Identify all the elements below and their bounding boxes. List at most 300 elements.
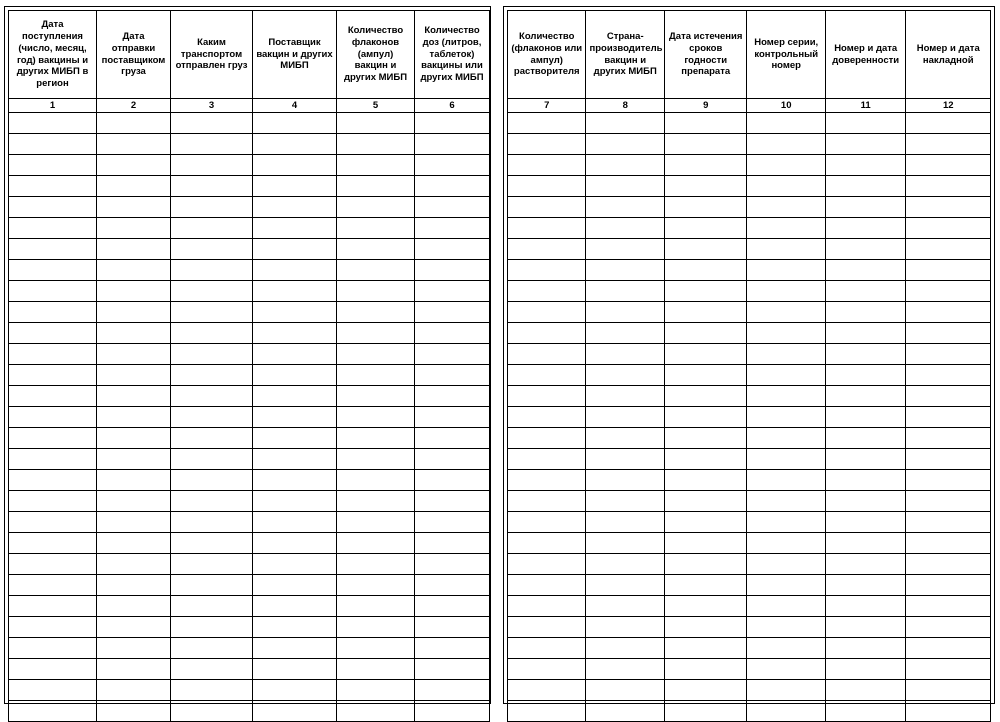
table-cell[interactable] bbox=[9, 617, 97, 638]
table-cell[interactable] bbox=[906, 344, 991, 365]
table-cell[interactable] bbox=[664, 596, 747, 617]
table-cell[interactable] bbox=[906, 533, 991, 554]
table-cell[interactable] bbox=[337, 134, 415, 155]
table-cell[interactable] bbox=[508, 302, 586, 323]
table-cell[interactable] bbox=[171, 134, 253, 155]
table-cell[interactable] bbox=[586, 491, 664, 512]
table-row[interactable] bbox=[508, 218, 991, 239]
table-cell[interactable] bbox=[415, 491, 490, 512]
table-cell[interactable] bbox=[97, 428, 171, 449]
table-cell[interactable] bbox=[171, 260, 253, 281]
table-cell[interactable] bbox=[664, 281, 747, 302]
table-cell[interactable] bbox=[508, 218, 586, 239]
table-row[interactable] bbox=[9, 680, 490, 701]
table-cell[interactable] bbox=[906, 407, 991, 428]
table-cell[interactable] bbox=[9, 302, 97, 323]
table-cell[interactable] bbox=[171, 281, 253, 302]
table-cell[interactable] bbox=[171, 470, 253, 491]
table-cell[interactable] bbox=[747, 407, 825, 428]
table-cell[interactable] bbox=[171, 323, 253, 344]
table-cell[interactable] bbox=[337, 365, 415, 386]
table-cell[interactable] bbox=[97, 218, 171, 239]
table-cell[interactable] bbox=[9, 365, 97, 386]
table-cell[interactable] bbox=[825, 617, 906, 638]
table-cell[interactable] bbox=[747, 533, 825, 554]
table-cell[interactable] bbox=[253, 386, 337, 407]
table-cell[interactable] bbox=[825, 680, 906, 701]
table-cell[interactable] bbox=[97, 701, 171, 722]
table-cell[interactable] bbox=[586, 512, 664, 533]
table-cell[interactable] bbox=[415, 575, 490, 596]
table-cell[interactable] bbox=[586, 302, 664, 323]
table-row[interactable] bbox=[9, 533, 490, 554]
table-cell[interactable] bbox=[337, 512, 415, 533]
table-cell[interactable] bbox=[586, 659, 664, 680]
table-cell[interactable] bbox=[906, 596, 991, 617]
table-cell[interactable] bbox=[664, 638, 747, 659]
table-cell[interactable] bbox=[337, 281, 415, 302]
table-cell[interactable] bbox=[337, 680, 415, 701]
table-cell[interactable] bbox=[171, 197, 253, 218]
table-cell[interactable] bbox=[415, 428, 490, 449]
table-cell[interactable] bbox=[586, 449, 664, 470]
table-cell[interactable] bbox=[9, 344, 97, 365]
table-cell[interactable] bbox=[586, 701, 664, 722]
table-cell[interactable] bbox=[97, 680, 171, 701]
table-cell[interactable] bbox=[97, 113, 171, 134]
table-cell[interactable] bbox=[9, 260, 97, 281]
table-cell[interactable] bbox=[747, 428, 825, 449]
table-cell[interactable] bbox=[906, 134, 991, 155]
table-cell[interactable] bbox=[253, 197, 337, 218]
table-cell[interactable] bbox=[97, 407, 171, 428]
table-row[interactable] bbox=[508, 155, 991, 176]
table-cell[interactable] bbox=[171, 113, 253, 134]
table-cell[interactable] bbox=[906, 239, 991, 260]
table-cell[interactable] bbox=[906, 302, 991, 323]
table-cell[interactable] bbox=[9, 659, 97, 680]
table-cell[interactable] bbox=[97, 365, 171, 386]
table-cell[interactable] bbox=[97, 344, 171, 365]
table-cell[interactable] bbox=[825, 134, 906, 155]
table-cell[interactable] bbox=[906, 638, 991, 659]
table-cell[interactable] bbox=[747, 617, 825, 638]
table-cell[interactable] bbox=[825, 344, 906, 365]
table-cell[interactable] bbox=[586, 680, 664, 701]
table-cell[interactable] bbox=[253, 407, 337, 428]
table-cell[interactable] bbox=[171, 386, 253, 407]
table-cell[interactable] bbox=[415, 554, 490, 575]
table-cell[interactable] bbox=[508, 638, 586, 659]
table-cell[interactable] bbox=[747, 281, 825, 302]
table-cell[interactable] bbox=[747, 470, 825, 491]
table-row[interactable] bbox=[508, 596, 991, 617]
table-cell[interactable] bbox=[253, 281, 337, 302]
table-cell[interactable] bbox=[97, 134, 171, 155]
table-cell[interactable] bbox=[415, 512, 490, 533]
table-cell[interactable] bbox=[508, 134, 586, 155]
table-cell[interactable] bbox=[9, 113, 97, 134]
table-cell[interactable] bbox=[747, 638, 825, 659]
table-cell[interactable] bbox=[825, 281, 906, 302]
table-cell[interactable] bbox=[415, 302, 490, 323]
table-cell[interactable] bbox=[747, 344, 825, 365]
table-cell[interactable] bbox=[508, 533, 586, 554]
table-row[interactable] bbox=[508, 701, 991, 722]
table-cell[interactable] bbox=[664, 428, 747, 449]
table-cell[interactable] bbox=[825, 659, 906, 680]
table-cell[interactable] bbox=[171, 512, 253, 533]
table-cell[interactable] bbox=[747, 680, 825, 701]
table-cell[interactable] bbox=[9, 386, 97, 407]
table-cell[interactable] bbox=[747, 512, 825, 533]
table-cell[interactable] bbox=[97, 155, 171, 176]
table-cell[interactable] bbox=[664, 449, 747, 470]
table-cell[interactable] bbox=[97, 260, 171, 281]
table-cell[interactable] bbox=[171, 344, 253, 365]
table-cell[interactable] bbox=[906, 701, 991, 722]
table-cell[interactable] bbox=[508, 596, 586, 617]
table-cell[interactable] bbox=[664, 113, 747, 134]
table-cell[interactable] bbox=[253, 659, 337, 680]
table-cell[interactable] bbox=[253, 113, 337, 134]
table-cell[interactable] bbox=[171, 617, 253, 638]
table-cell[interactable] bbox=[253, 176, 337, 197]
table-cell[interactable] bbox=[253, 218, 337, 239]
table-cell[interactable] bbox=[415, 407, 490, 428]
table-cell[interactable] bbox=[415, 596, 490, 617]
table-cell[interactable] bbox=[825, 386, 906, 407]
table-cell[interactable] bbox=[337, 197, 415, 218]
table-cell[interactable] bbox=[415, 260, 490, 281]
table-row[interactable] bbox=[508, 302, 991, 323]
table-cell[interactable] bbox=[97, 491, 171, 512]
table-cell[interactable] bbox=[9, 176, 97, 197]
table-cell[interactable] bbox=[586, 113, 664, 134]
table-cell[interactable] bbox=[508, 407, 586, 428]
table-cell[interactable] bbox=[664, 533, 747, 554]
table-cell[interactable] bbox=[906, 323, 991, 344]
table-cell[interactable] bbox=[97, 659, 171, 680]
table-cell[interactable] bbox=[171, 659, 253, 680]
table-cell[interactable] bbox=[747, 659, 825, 680]
table-cell[interactable] bbox=[97, 323, 171, 344]
table-cell[interactable] bbox=[415, 155, 490, 176]
table-cell[interactable] bbox=[747, 260, 825, 281]
table-cell[interactable] bbox=[337, 470, 415, 491]
table-cell[interactable] bbox=[9, 407, 97, 428]
table-cell[interactable] bbox=[825, 176, 906, 197]
table-row[interactable] bbox=[9, 701, 490, 722]
table-row[interactable] bbox=[9, 491, 490, 512]
table-cell[interactable] bbox=[97, 575, 171, 596]
table-row[interactable] bbox=[508, 197, 991, 218]
table-cell[interactable] bbox=[586, 617, 664, 638]
table-cell[interactable] bbox=[9, 155, 97, 176]
table-cell[interactable] bbox=[97, 239, 171, 260]
table-cell[interactable] bbox=[415, 449, 490, 470]
table-cell[interactable] bbox=[664, 176, 747, 197]
table-cell[interactable] bbox=[337, 176, 415, 197]
table-cell[interactable] bbox=[825, 554, 906, 575]
table-cell[interactable] bbox=[906, 428, 991, 449]
table-cell[interactable] bbox=[747, 218, 825, 239]
table-cell[interactable] bbox=[586, 281, 664, 302]
table-cell[interactable] bbox=[825, 512, 906, 533]
table-cell[interactable] bbox=[664, 470, 747, 491]
table-row[interactable] bbox=[508, 428, 991, 449]
table-cell[interactable] bbox=[171, 155, 253, 176]
table-cell[interactable] bbox=[253, 596, 337, 617]
table-cell[interactable] bbox=[171, 533, 253, 554]
table-cell[interactable] bbox=[586, 470, 664, 491]
table-cell[interactable] bbox=[825, 113, 906, 134]
table-cell[interactable] bbox=[97, 281, 171, 302]
table-cell[interactable] bbox=[664, 134, 747, 155]
table-cell[interactable] bbox=[586, 533, 664, 554]
table-cell[interactable] bbox=[415, 344, 490, 365]
table-cell[interactable] bbox=[337, 554, 415, 575]
table-cell[interactable] bbox=[337, 302, 415, 323]
table-cell[interactable] bbox=[508, 554, 586, 575]
table-cell[interactable] bbox=[253, 449, 337, 470]
table-row[interactable] bbox=[508, 365, 991, 386]
table-cell[interactable] bbox=[337, 239, 415, 260]
table-cell[interactable] bbox=[825, 218, 906, 239]
table-cell[interactable] bbox=[508, 617, 586, 638]
table-cell[interactable] bbox=[906, 449, 991, 470]
table-row[interactable] bbox=[508, 491, 991, 512]
table-cell[interactable] bbox=[415, 134, 490, 155]
table-cell[interactable] bbox=[337, 407, 415, 428]
table-cell[interactable] bbox=[171, 365, 253, 386]
table-cell[interactable] bbox=[9, 449, 97, 470]
table-cell[interactable] bbox=[508, 239, 586, 260]
table-cell[interactable] bbox=[337, 386, 415, 407]
table-cell[interactable] bbox=[9, 491, 97, 512]
table-cell[interactable] bbox=[171, 638, 253, 659]
table-row[interactable] bbox=[508, 134, 991, 155]
table-cell[interactable] bbox=[9, 134, 97, 155]
table-cell[interactable] bbox=[825, 239, 906, 260]
table-row[interactable] bbox=[9, 218, 490, 239]
table-cell[interactable] bbox=[9, 281, 97, 302]
table-cell[interactable] bbox=[664, 407, 747, 428]
table-cell[interactable] bbox=[415, 113, 490, 134]
table-row[interactable] bbox=[9, 638, 490, 659]
table-cell[interactable] bbox=[337, 155, 415, 176]
table-cell[interactable] bbox=[825, 197, 906, 218]
table-cell[interactable] bbox=[747, 155, 825, 176]
table-row[interactable] bbox=[508, 239, 991, 260]
table-row[interactable] bbox=[9, 596, 490, 617]
table-cell[interactable] bbox=[337, 449, 415, 470]
table-cell[interactable] bbox=[825, 638, 906, 659]
table-cell[interactable] bbox=[586, 218, 664, 239]
table-cell[interactable] bbox=[9, 323, 97, 344]
table-cell[interactable] bbox=[171, 575, 253, 596]
table-cell[interactable] bbox=[9, 512, 97, 533]
table-cell[interactable] bbox=[415, 218, 490, 239]
table-cell[interactable] bbox=[747, 134, 825, 155]
table-row[interactable] bbox=[9, 281, 490, 302]
table-cell[interactable] bbox=[415, 365, 490, 386]
table-cell[interactable] bbox=[253, 512, 337, 533]
table-cell[interactable] bbox=[906, 575, 991, 596]
table-row[interactable] bbox=[9, 134, 490, 155]
table-cell[interactable] bbox=[415, 281, 490, 302]
table-cell[interactable] bbox=[508, 281, 586, 302]
table-cell[interactable] bbox=[508, 365, 586, 386]
table-cell[interactable] bbox=[415, 638, 490, 659]
table-cell[interactable] bbox=[664, 680, 747, 701]
table-row[interactable] bbox=[9, 575, 490, 596]
table-cell[interactable] bbox=[9, 596, 97, 617]
table-cell[interactable] bbox=[9, 575, 97, 596]
table-cell[interactable] bbox=[253, 302, 337, 323]
table-cell[interactable] bbox=[415, 386, 490, 407]
table-cell[interactable] bbox=[664, 365, 747, 386]
table-cell[interactable] bbox=[337, 260, 415, 281]
table-cell[interactable] bbox=[253, 365, 337, 386]
table-cell[interactable] bbox=[171, 239, 253, 260]
table-row[interactable] bbox=[508, 512, 991, 533]
table-row[interactable] bbox=[9, 365, 490, 386]
table-cell[interactable] bbox=[97, 449, 171, 470]
table-cell[interactable] bbox=[664, 302, 747, 323]
table-cell[interactable] bbox=[337, 575, 415, 596]
table-cell[interactable] bbox=[508, 386, 586, 407]
table-cell[interactable] bbox=[9, 638, 97, 659]
table-cell[interactable] bbox=[415, 533, 490, 554]
table-row[interactable] bbox=[508, 281, 991, 302]
table-cell[interactable] bbox=[171, 554, 253, 575]
table-row[interactable] bbox=[508, 533, 991, 554]
table-cell[interactable] bbox=[253, 239, 337, 260]
table-cell[interactable] bbox=[415, 239, 490, 260]
table-cell[interactable] bbox=[337, 701, 415, 722]
table-row[interactable] bbox=[9, 407, 490, 428]
table-cell[interactable] bbox=[906, 617, 991, 638]
table-row[interactable] bbox=[9, 449, 490, 470]
table-cell[interactable] bbox=[253, 554, 337, 575]
table-cell[interactable] bbox=[747, 575, 825, 596]
table-cell[interactable] bbox=[253, 638, 337, 659]
table-cell[interactable] bbox=[825, 260, 906, 281]
table-cell[interactable] bbox=[906, 470, 991, 491]
table-cell[interactable] bbox=[747, 239, 825, 260]
table-cell[interactable] bbox=[171, 701, 253, 722]
table-cell[interactable] bbox=[664, 491, 747, 512]
table-row[interactable] bbox=[9, 512, 490, 533]
table-cell[interactable] bbox=[747, 323, 825, 344]
table-cell[interactable] bbox=[9, 428, 97, 449]
table-row[interactable] bbox=[9, 659, 490, 680]
table-row[interactable] bbox=[508, 575, 991, 596]
table-cell[interactable] bbox=[97, 554, 171, 575]
table-cell[interactable] bbox=[171, 449, 253, 470]
table-row[interactable] bbox=[508, 659, 991, 680]
table-cell[interactable] bbox=[906, 680, 991, 701]
table-cell[interactable] bbox=[508, 470, 586, 491]
table-row[interactable] bbox=[508, 176, 991, 197]
table-cell[interactable] bbox=[825, 533, 906, 554]
table-row[interactable] bbox=[508, 449, 991, 470]
table-cell[interactable] bbox=[9, 680, 97, 701]
table-cell[interactable] bbox=[825, 302, 906, 323]
table-cell[interactable] bbox=[171, 407, 253, 428]
table-row[interactable] bbox=[508, 470, 991, 491]
table-cell[interactable] bbox=[415, 470, 490, 491]
table-cell[interactable] bbox=[508, 491, 586, 512]
table-cell[interactable] bbox=[586, 176, 664, 197]
table-cell[interactable] bbox=[9, 533, 97, 554]
table-cell[interactable] bbox=[97, 197, 171, 218]
table-cell[interactable] bbox=[415, 323, 490, 344]
table-cell[interactable] bbox=[906, 554, 991, 575]
table-cell[interactable] bbox=[171, 218, 253, 239]
table-cell[interactable] bbox=[508, 197, 586, 218]
table-cell[interactable] bbox=[825, 155, 906, 176]
table-cell[interactable] bbox=[508, 176, 586, 197]
table-cell[interactable] bbox=[253, 680, 337, 701]
table-cell[interactable] bbox=[664, 554, 747, 575]
table-row[interactable] bbox=[9, 428, 490, 449]
table-row[interactable] bbox=[9, 155, 490, 176]
table-cell[interactable] bbox=[171, 428, 253, 449]
table-cell[interactable] bbox=[415, 176, 490, 197]
table-row[interactable] bbox=[9, 260, 490, 281]
table-cell[interactable] bbox=[253, 575, 337, 596]
table-cell[interactable] bbox=[664, 218, 747, 239]
table-cell[interactable] bbox=[508, 680, 586, 701]
table-cell[interactable] bbox=[337, 617, 415, 638]
table-cell[interactable] bbox=[508, 155, 586, 176]
table-cell[interactable] bbox=[415, 680, 490, 701]
table-cell[interactable] bbox=[9, 239, 97, 260]
table-cell[interactable] bbox=[747, 197, 825, 218]
table-cell[interactable] bbox=[906, 512, 991, 533]
table-cell[interactable] bbox=[906, 113, 991, 134]
table-row[interactable] bbox=[9, 344, 490, 365]
table-cell[interactable] bbox=[97, 533, 171, 554]
table-cell[interactable] bbox=[747, 596, 825, 617]
table-cell[interactable] bbox=[825, 575, 906, 596]
table-row[interactable] bbox=[9, 113, 490, 134]
table-cell[interactable] bbox=[415, 197, 490, 218]
table-row[interactable] bbox=[508, 113, 991, 134]
table-cell[interactable] bbox=[508, 512, 586, 533]
table-row[interactable] bbox=[508, 638, 991, 659]
table-row[interactable] bbox=[9, 176, 490, 197]
table-cell[interactable] bbox=[253, 323, 337, 344]
table-cell[interactable] bbox=[906, 281, 991, 302]
table-cell[interactable] bbox=[664, 323, 747, 344]
table-cell[interactable] bbox=[747, 302, 825, 323]
table-cell[interactable] bbox=[747, 386, 825, 407]
table-row[interactable] bbox=[9, 302, 490, 323]
table-cell[interactable] bbox=[171, 680, 253, 701]
table-cell[interactable] bbox=[906, 155, 991, 176]
table-cell[interactable] bbox=[337, 596, 415, 617]
table-cell[interactable] bbox=[415, 617, 490, 638]
table-cell[interactable] bbox=[97, 386, 171, 407]
table-row[interactable] bbox=[9, 617, 490, 638]
table-cell[interactable] bbox=[97, 512, 171, 533]
table-cell[interactable] bbox=[337, 344, 415, 365]
table-cell[interactable] bbox=[337, 659, 415, 680]
table-cell[interactable] bbox=[253, 701, 337, 722]
